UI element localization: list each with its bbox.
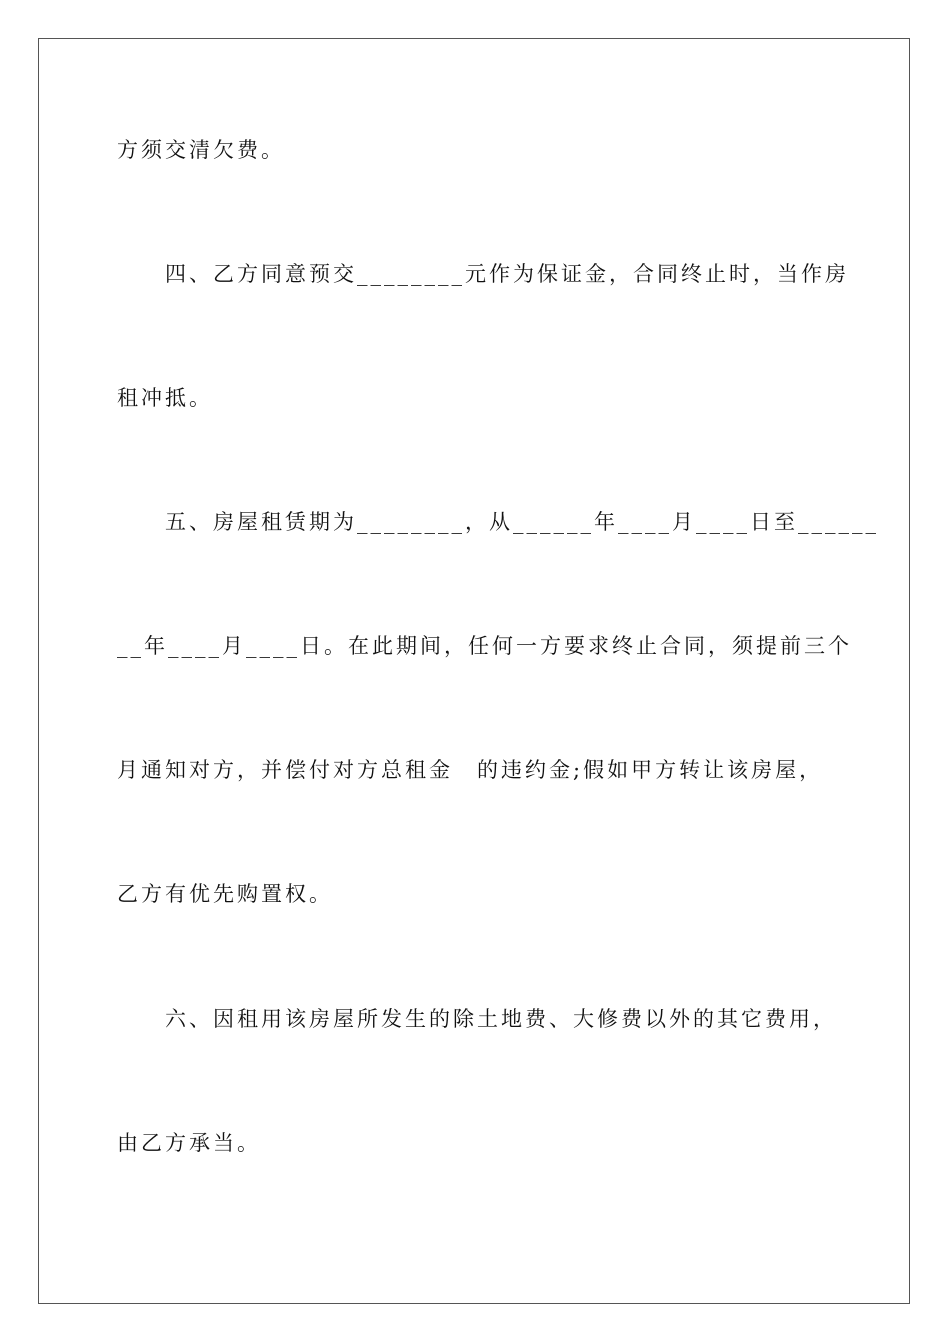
clause-5-line-2: __年____月____日。在此期间，任何一方要求终止合同，须提前三个 xyxy=(117,634,852,658)
clause-4-line-2: 租冲抵。 xyxy=(117,386,213,410)
page-frame xyxy=(38,38,910,1304)
clause-5-line-1: 五、房屋租赁期为________，从______年____月____日至______ xyxy=(165,510,879,534)
text-line-1: 方须交清欠费。 xyxy=(117,138,285,162)
clause-6-line-1: 六、因租用该房屋所发生的除土地费、大修费以外的其它费用， xyxy=(165,1007,837,1031)
clause-6-line-2: 由乙方承当。 xyxy=(117,1131,261,1155)
clause-5-line-4: 乙方有优先购置权。 xyxy=(117,882,333,906)
clause-5-line-3: 月通知对方，并偿付对方总租金 的违约金;假如甲方转让该房屋， xyxy=(117,758,824,782)
clause-4-line-1: 四、乙方同意预交________元作为保证金，合同终止时，当作房 xyxy=(165,262,849,286)
